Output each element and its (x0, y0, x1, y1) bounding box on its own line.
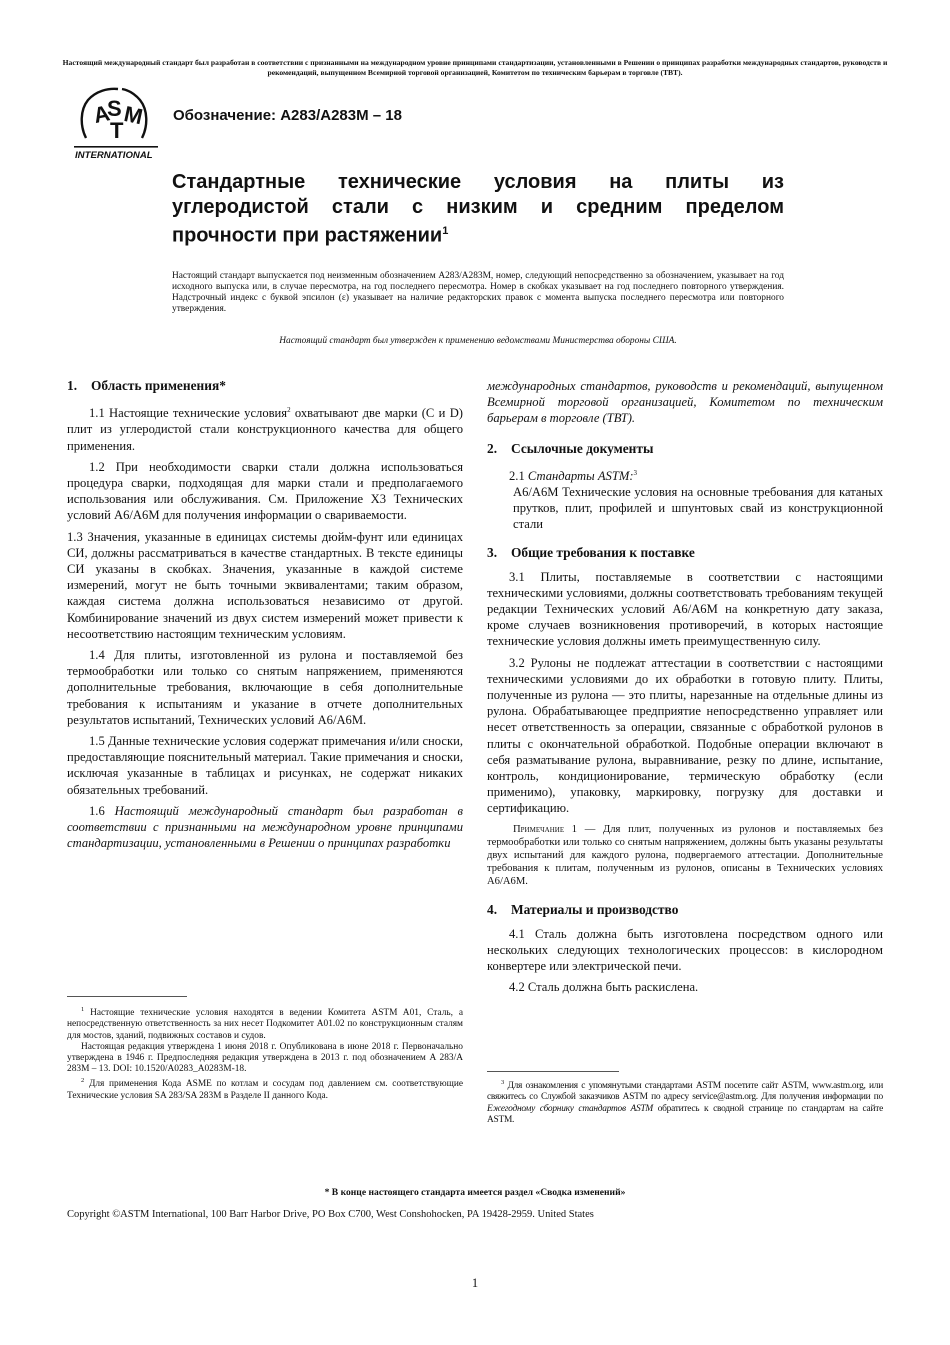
right-column (487, 378, 883, 1000)
footnote-text: обратитесь к сводной странице по стандартам на сайте ASTM. (487, 1103, 883, 1125)
international-standard-notice: Настоящий международный стандарт был разработан в соответствии с признанными на международном уровне принципами стандартизации, установленными в Решении о принципах разработки международных стандартов, руководств и рекомендаций, выпущенном Всемирной торговой организацией, Комитетом по техническим барьерам в торговле (ТВТ). (62, 58, 888, 77)
svg-text:M: M (121, 101, 145, 130)
footnote-ref-3[interactable]: 3 (633, 468, 638, 477)
title-footnote-ref[interactable]: 1 (442, 225, 449, 237)
section-4-heading (487, 902, 883, 918)
intro-paragraph (172, 271, 784, 315)
p-text: охватывают две марки (C и D) плит из углеродистой стали конструкционного качества для общего применения. (67, 406, 463, 453)
section-title: Материалы и производство (511, 901, 679, 917)
section-number: 2. (487, 440, 498, 456)
footnote-text-italic: Ежегодному сборнику стандартов ASTM (487, 1103, 653, 1114)
section-number: 1. (67, 378, 78, 393)
paragraph-4-1: 4.1 Сталь должна быть изготовлена посредством одного или нескольких следующих технологических процессов: в кислородном конвертере или электрической печи. (487, 926, 883, 974)
page-number: 1 (471, 1276, 479, 1290)
p-text-italic: Настоящий международный стандарт был разработан в соответствии с признанными на международном уровне принципами стандартизации, установленными в Решении о принципах разработки (67, 803, 463, 851)
section-title: Ссылочные документы (511, 440, 654, 456)
p-text-italic: международных стандартов, руководств и рекомендаций, выпущенном Всемирной торговой организацией, Комитетом по техническим барьерам в торговле (ТВТ). (487, 379, 883, 426)
designation: Обозначение: A283/A283M – 18 (173, 107, 402, 124)
footnote-marker: 2 (81, 1077, 85, 1085)
paragraph-1-6-continued (487, 378, 883, 427)
astm-logo (74, 86, 160, 162)
svg-text:S: S (107, 96, 122, 121)
p-number: 2.1 (509, 468, 528, 483)
note-label: Примечание 1 (513, 823, 578, 835)
section-title: Общие требования к поставке (511, 544, 695, 560)
section-number: 3. (487, 544, 498, 560)
paragraph-2-1 (487, 465, 883, 484)
summary-of-changes-note: * В конце настоящего стандарта имеется раздел «Сводка изменений» (324, 1187, 626, 1198)
footnote-2 (67, 1075, 463, 1102)
p-text-italic: Стандарты ASTM: (527, 468, 634, 483)
paragraph-1-3: 1.3 Значения, указанные в единицах системы дюйм-фунт или единицах СИ, должны рассматриваться в качестве стандартных. В тексте единицы СИ указаны в скобках. Значения, указанные в каждой системе измерений, могут не быть точными эквивалентами; таким образом, каждая система должна использоваться независимо от другой. Комбинирование значений из двух систем измерений может привести к несоответствию настоящим техническим условиям. (67, 529, 463, 641)
paragraph-1-4: 1.4 Для плиты, изготовленной из рулона и поставляемой без термообработки или только со снятым напряжением, применяются дополнительные требования, включающие в себя дополнительные требования к испытаниям и указание в отчете дополнительных результатов испытаний, Технических условий A6/A6M. (67, 648, 463, 727)
footnote-marker: 3 (501, 1079, 504, 1086)
document-title (172, 170, 784, 248)
note-1 (487, 823, 883, 888)
footnotes-left (67, 1004, 463, 1102)
footnote-separator-right (487, 1071, 619, 1072)
reference-a6: A6/A6M Технические условия на основные требования для катаных прутков, плит, профилей и шпунтовых свай из конструкционной стали (513, 485, 883, 532)
footnote-text: Настоящие технические условия находятся в ведении Комитета ASTM A01, Сталь, а непосредственную ответственность за них несет Подкомитет A01.02 по конструкционным сталям для мостов, зданий, подвижных составов и судов. (67, 1008, 464, 1041)
left-column (67, 378, 463, 856)
svg-text:T: T (110, 118, 124, 143)
section-1-heading (67, 378, 463, 394)
astm-logo-graphic (74, 86, 160, 162)
footnote-ref-2[interactable]: 2 (287, 406, 291, 414)
footnote-separator-left (67, 996, 187, 997)
paragraph-3-2: 3.2 Рулоны не подлежат аттестации в соответствии с настоящими техническими условиями до их обработки в готовую плиту. Плиты, полученные из рулона — это плиты, нарезанные на отдельные длины из рулона. Обрабатывающее предприятие непосредственно управляет или несет ответственность за операции, связанные с обработкой рулонов в плиты с окончательной обработкой. Подобные операции включают в себя разматывание рулона, выравнивание, резку по длине, испытание, контроль, кондиционирование, термическую обработку (если применимо), упаковку, маркировку, погрузку для доставки и сертификацию. (487, 655, 883, 816)
paragraph-1-1 (67, 402, 463, 454)
footnote-3 (487, 1077, 883, 1126)
title-text: Стандартные технические условия на плиты из углеродистой стали с низким и средним пределом прочности при растяжении (172, 171, 784, 247)
footnote-text: Для ознакомления с упомянутыми стандартами ASTM посетите сайт ASTM, www.astm.org, или свяжитесь со Службой заказчиков ASTM по адресу service@astm.org. Для получения информации по (487, 1081, 884, 1103)
intro-text: Настоящий стандарт выпускается под неизменным обозначением A283/A283M, номер, следующий непосредственно за обозначением, указывает на год исходного выпуска или, в случае пересмотра, на год последнего пересмотра. Номер в скобках указывает на год последнего повторного утверждения. Надстрочный индекс с буквой эпсилон (ε) указывает на наличие редакторских правок с момента выпуска последнего пересмотра или повторного утверждения. (172, 271, 784, 314)
section-2-heading (487, 441, 883, 457)
section-3-heading (487, 545, 883, 561)
section-number: 4. (487, 901, 498, 917)
paragraph-4-2: 4.2 Сталь должна быть раскислена. (509, 980, 699, 995)
copyright-line: Copyright ©ASTM International, 100 Barr Harbor Drive, PO Box C700, West Conshohocken, PA 19428-2959. United States (67, 1209, 594, 1220)
paragraph-1-2: 1.2 При необходимости сварки стали должна использоваться процедура сварки, подходящая для марки стали и предполагаемого использования или обслуживания. См. Приложение X3 Технических условий A6/A6M для получения информации о свариваемости. (67, 459, 463, 523)
footnote-marker: 1 (81, 1006, 85, 1013)
footnotes-right (487, 1077, 883, 1126)
paragraph-1-6 (67, 803, 463, 852)
footnote-1 (67, 1004, 463, 1042)
logo-international-text: INTERNATIONAL (75, 150, 153, 161)
footnote-1-revision: Настоящая редакция утверждена 1 июня 2018 г. Опубликована в июне 2018 г. Первоначально утверждена в 1946 г. Предпоследняя редакция утверждена в 2013 г. под обозначением A 283/A 283M – 13. DOI: 10.1520/A0283_A0283M-18. (67, 1041, 463, 1075)
p-number: 1.6 (89, 803, 115, 818)
p-text: 1.1 Настоящие технические условия (89, 406, 288, 421)
footnote-text: Для применения Кода ASME по котлам и сосудам под давлением см. соответствующие Технические условия SA 283/SA 283M в Разделе II данного Кода. (67, 1079, 464, 1101)
paragraph-1-5: 1.5 Данные технические условия содержат примечания и/или сноски, предоставляющие пояснительный материал. Такие примечания и сноски, исключая указанные в таблицах и рисунках, не содержат никаких обязательных требований. (67, 734, 463, 797)
section-title: Область применения* (91, 378, 226, 393)
note-text: — Для плит, полученных из рулонов и поставляемых без термообработки или только со снятым напряжением, должны быть указаны результаты двух испытаний для каждого рулона, подвергаемого аттестации. Дополнительные требования к плитам, полученным из рулонов, описаны в Технических условиях A6/A6M. (487, 823, 883, 887)
dod-approval-note: Настоящий стандарт был утвержден к применению ведомствами Министерства обороны США. (279, 336, 677, 346)
svg-text:A: A (91, 100, 112, 129)
paragraph-3-1: 3.1 Плиты, поставляемые в соответствии с настоящими техническими условиями, должны соответствовать требованиям текущей редакции Технических условий A6/A6M на конкретную дату заказа, кроме случаев возникновения противоречий, в которых настоящие технические условия должны иметь преимущественную силу. (487, 569, 883, 649)
